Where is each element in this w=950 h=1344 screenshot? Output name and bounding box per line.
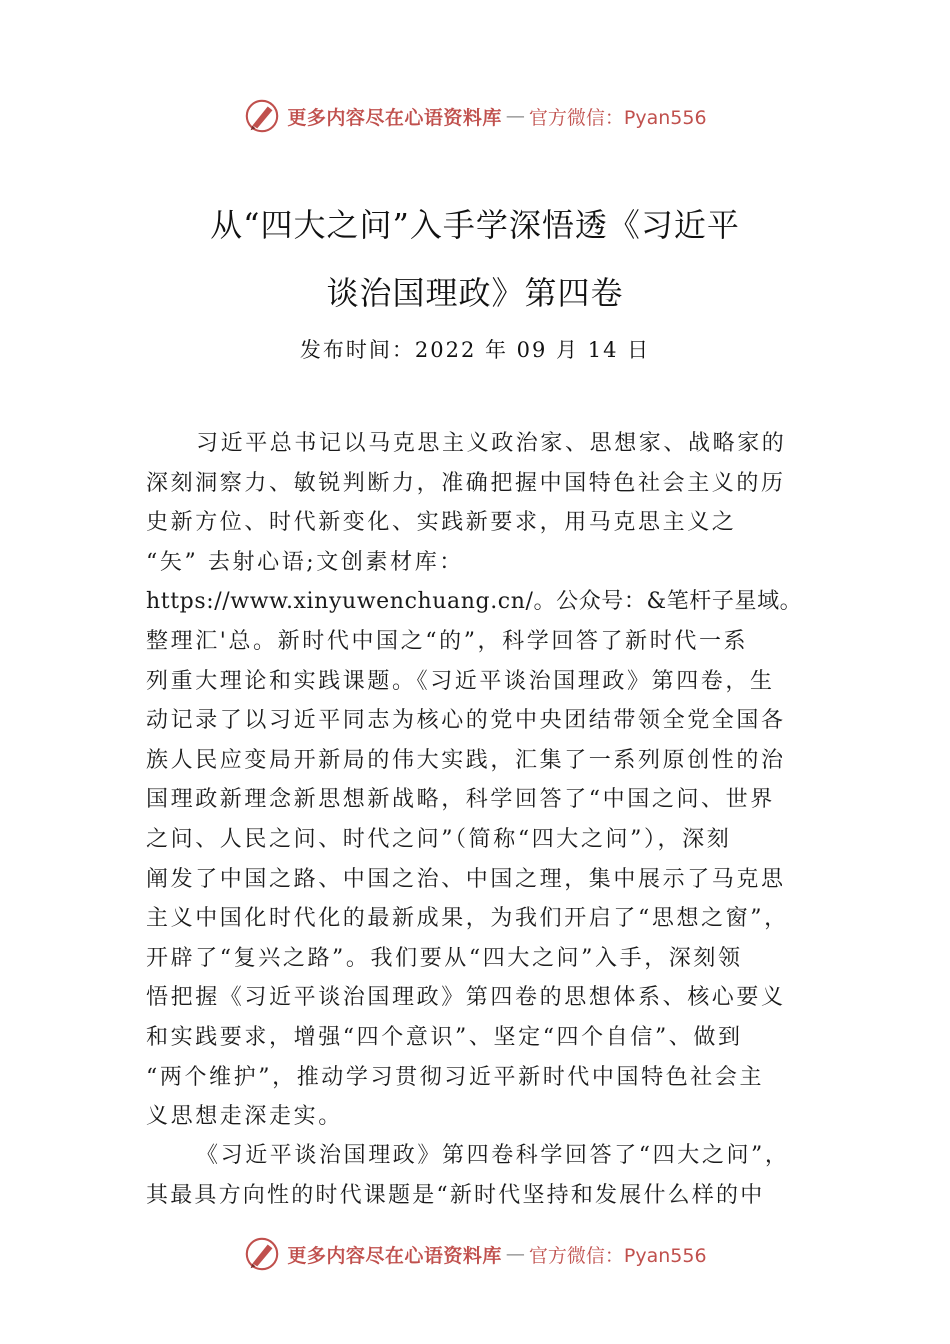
- watermark-header: [0, 94, 950, 138]
- watermark-separator: —: [505, 1243, 525, 1265]
- paragraph-1: [146, 424, 806, 1137]
- watermark-separator: —: [505, 105, 525, 127]
- document-title-line-1: 从“四大之问”入手学深悟透《习近平: [210, 206, 740, 244]
- watermark-wechat-text: 官方微信：Pyan556: [528, 106, 707, 129]
- watermark-main-text: 更多内容尽在心语资料库: [287, 1244, 502, 1267]
- paragraph-line: 之问、人民之问、时代之问”（简称“四大之问”），深刻: [146, 826, 732, 852]
- pen-logo-icon: [243, 97, 281, 135]
- paragraph-line: 主义中国化时代化的最新成果，为我们开启了“思想之窗”，: [146, 906, 789, 932]
- paragraph-line: 《习近平谈治国理政》第四卷科学回答了“四大之问”，: [196, 1143, 790, 1168]
- watermark-main-text: 更多内容尽在心语资料库: [287, 106, 502, 129]
- publish-date: 发布时间：2022 年 09 月 14 日: [299, 338, 651, 362]
- paragraph-line: 开辟了“复兴之路”。我们要从“四大之问”入手，深刻领: [146, 945, 743, 971]
- paragraph-line: 列重大理论和实践课题。《习近平谈治国理政》第四卷，生: [146, 668, 775, 694]
- paragraph-line: 深刻洞察力、敏锐判断力，准确把握中国特色社会主义的历: [146, 470, 786, 496]
- paragraph-line: 和实践要求，增强“四个意识”、坚定“四个自信”、做到: [146, 1024, 743, 1050]
- watermark-wechat-text: 官方微信：Pyan556: [528, 1244, 707, 1267]
- paragraph-line: 国理政新理念新思想新战略，科学回答了“中国之问、世界: [146, 787, 775, 813]
- paragraph-line: 阐发了中国之路、中国之治、中国之理，集中展示了马克思: [146, 866, 786, 892]
- paragraph-line: 其最具方向性的时代课题是“新时代坚持和发展什么样的中: [146, 1182, 765, 1208]
- pen-logo-icon: [243, 1235, 281, 1273]
- paragraph-line: 习近平总书记以马克思主义政治家、思想家、战略家的: [196, 431, 787, 456]
- document-title-line-2: 谈治国理政》第四卷: [326, 274, 624, 312]
- paragraph-2: [146, 1136, 806, 1215]
- paragraph-line: “两个维护”，推动学习贯彻习近平新时代中国特色社会主: [146, 1064, 765, 1090]
- watermark-footer: [0, 1232, 950, 1276]
- paragraph-line: 整理汇'总。新时代中国之“的”，科学回答了新时代一系: [146, 628, 749, 654]
- paragraph-line: 义思想走深走实。: [146, 1104, 343, 1130]
- paragraph-line: 族人民应变局开新局的伟大实践，汇集了一系列原创性的治: [146, 747, 786, 773]
- paragraph-line: https://www.xinyuwenchuang.cn/。公众号：&笔杆子星域。: [146, 589, 803, 615]
- paragraph-line: 悟把握《习近平谈治国理政》第四卷的思想体系、核心要义: [146, 985, 786, 1011]
- paragraph-line: 动记录了以习近平同志为核心的党中央团结带领全党全国各: [146, 708, 786, 734]
- paragraph-line: 史新方位、时代新变化、实践新要求，用马克思主义之: [146, 510, 737, 536]
- paragraph-line: “矢” 去射心语;文创素材库：: [146, 549, 464, 575]
